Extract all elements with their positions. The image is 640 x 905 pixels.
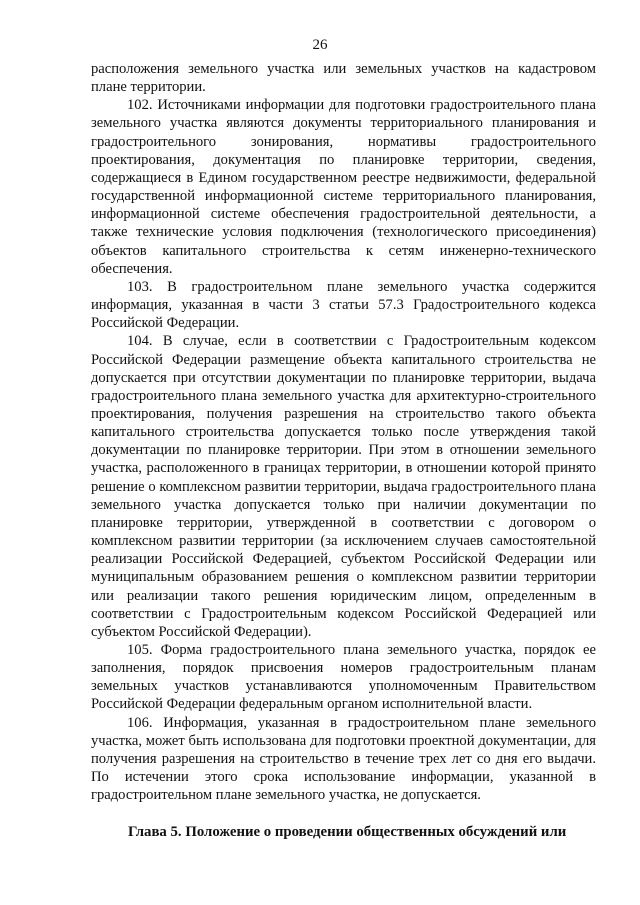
paragraph-106: 106. Информация, указанная в градостроительном плане земельного участка, может быть использована для подготовки проектной документации, для получения разрешения на строительство в течение трех лет со дня его выдачи. По истечении этого срока использование информации, указанной в градостроительном плане земельного участка, не допускается.: [91, 714, 596, 804]
paragraph-continuation: расположения земельного участка или земельных участков на кадастровом плане территории.: [91, 61, 596, 96]
page-number: 26: [312, 37, 328, 53]
paragraph-105: 105. Форма градостроительного плана земельного участка, порядок ее заполнения, порядок присвоения номеров градостроительным планам земельных участков устанавливаются уполномоченным Правительством Российской Федерации федеральным органом исполнительной власти.: [91, 642, 596, 713]
document-body: [91, 60, 596, 804]
paragraph-104: 104. В случае, если в соответствии с Градостроительным кодексом Российской Федерации размещение объекта капитального строительства не допускается при отсутствии документации по планировке территории, выдача градостроительного плана земельного участка для архитектурно-строительного проектирования, получения разрешения на строительство такого объекта капитального строительства допускается только после утверждения такой документации по планировке территории. При этом в отношении земельного участка, расположенного в границах территории, в отношении которой принято решение о комплексном развитии территории, выдача градостроительного плана земельного участка допускается только при наличии документации по планировке территории, утвержденной в соответствии с договором о комплексном развитии территории (за исключением случаев самостоятельной реализации Российской Федерацией, субъектом Российской Федерации или муниципальным образованием решения о комплексном развитии территории или реализации такого решения юридическим лицом, определенным в соответствии с Градостроительным кодексом Российской Федерацией или субъектом Российской Федерации).: [91, 333, 596, 640]
chapter-heading: Глава 5. Положение о проведении общественных обсуждений или: [128, 824, 567, 840]
paragraph-103: 103. В градостроительном плане земельного участка содержится информация, указанная в части 3 статьи 57.3 Градостроительного кодекса Российской Федерации.: [91, 278, 596, 332]
paragraph-102: 102. Источниками информации для подготовки градостроительного плана земельного участка являются документы территориального планирования и градостроительного зонирования, нормативы градостроительного проектирования, документация по планировке территории, сведения, содержащиеся в Едином государственном реестре недвижимости, федеральной государственной информационной системе территориального планирования, информационной системе обеспечения градостроительной деятельности, а также технические условия подключения (технологического присоединения) объектов капитального строительства к сетям инженерно-технического обеспечения.: [91, 97, 596, 277]
